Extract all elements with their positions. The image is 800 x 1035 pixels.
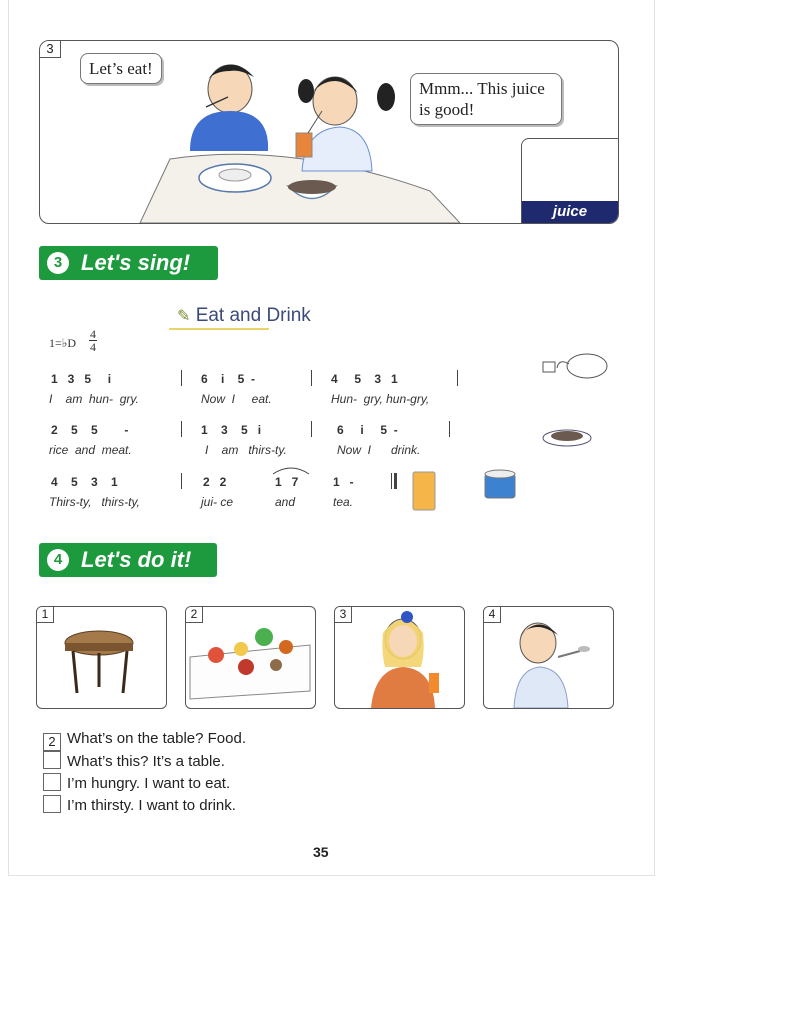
lyrics-line1-m1: I am hun- gry. (49, 392, 139, 406)
bar-line (311, 370, 312, 386)
option-text: What’s this? It’s a table. (67, 753, 225, 770)
panel-3-girl-drinking (334, 606, 465, 709)
panel-number: 4 (483, 606, 501, 623)
notes-line2-m2: 1 3 5 i (201, 423, 262, 437)
speech-bubble-boy (80, 53, 162, 84)
section-number: 3 (47, 252, 69, 274)
scene-number: 3 (39, 40, 61, 58)
end-bar-line-thick (394, 473, 397, 489)
option-row (43, 751, 225, 771)
speech-bubble-girl (410, 73, 562, 125)
bar-line (449, 421, 450, 437)
juice-word-card (521, 138, 619, 224)
title-underline (169, 328, 269, 330)
notes-line3-m1: 4 5 3 1 (51, 475, 118, 489)
notes-line3-m4: 1 - (333, 475, 354, 489)
section-number: 4 (47, 549, 69, 571)
bar-line (181, 473, 182, 489)
option-row (43, 795, 236, 815)
answer-box[interactable] (43, 773, 61, 791)
lyrics-line2-m3: Now I drink. (337, 443, 421, 457)
boy-eating-icon (484, 607, 613, 708)
answer-box[interactable]: 2 (43, 733, 61, 751)
notes-line1-m3: 4 5 3 1 (331, 372, 398, 386)
panel-4-boy-eating (483, 606, 614, 709)
section-title: Let's sing! (81, 250, 191, 275)
section-header-do-it (39, 543, 217, 577)
section-title: Let's do it! (81, 547, 192, 572)
song-title: ✎ Eat and Drink (177, 305, 311, 326)
bubble-text-line2: is good! (419, 100, 475, 119)
notes-line3-m3: 1 7 (275, 475, 299, 489)
teapot-icon (539, 344, 613, 384)
lyrics-line1-m3: Hun- gry, hun-gry, (331, 392, 430, 406)
pencil-icon: ✎ (177, 308, 191, 325)
scene-illustration (39, 40, 619, 224)
panel-number: 1 (36, 606, 54, 623)
table-icon (37, 607, 166, 708)
lyrics-line3-m2: jui- ce (201, 495, 234, 509)
notes-line2-m3: 6 i 5 - (337, 423, 398, 437)
page-number: 35 (313, 844, 329, 860)
slur-mark (271, 464, 311, 476)
food-table-icon (186, 607, 315, 708)
rice-bowl-icon (539, 422, 595, 452)
panel-number: 2 (185, 606, 203, 623)
girl-drinking-icon (335, 607, 464, 708)
panel-2-food (185, 606, 316, 709)
answer-box[interactable] (43, 751, 61, 769)
lyrics-line2-m1: rice and meat. (49, 443, 132, 457)
lyrics-line2-m2: I am thirs-ty. (205, 443, 287, 457)
bar-line (181, 421, 182, 437)
end-bar-line (391, 473, 392, 489)
notes-line1-m2: 6 i 5 - (201, 372, 256, 386)
section-header-sing (39, 246, 218, 280)
key-signature: 1=♭D (49, 336, 77, 350)
notes-line3-m2: 2 2 (203, 475, 227, 489)
bar-line (311, 421, 312, 437)
option-text: I’m hungry. I want to eat. (67, 775, 231, 792)
time-signature: 4 4 (90, 327, 96, 354)
answer-box[interactable] (43, 795, 61, 813)
option-text: I’m thirsty. I want to drink. (67, 797, 236, 814)
juice-card-label: juice (522, 201, 618, 223)
notes-line1-m1: 1 3 5 i (51, 372, 112, 386)
lyrics-line3-m3: and (275, 495, 296, 509)
panel-1-table (36, 606, 167, 709)
lyrics-line1-m2: Now I eat. (201, 392, 272, 406)
option-row (43, 773, 230, 793)
bubble-text-line1: Mmm... This juice (419, 79, 545, 98)
lyrics-line3-m1: Thirs-ty, thirs-ty, (49, 495, 140, 509)
bar-line (181, 370, 182, 386)
lyrics-line3-m4: tea. (333, 495, 354, 509)
option-row (43, 729, 246, 749)
bubble-text: Let’s eat! (89, 59, 153, 78)
notes-line2-m1: 2 5 5 - (51, 423, 129, 437)
option-text: What’s on the table? Food. (67, 730, 247, 747)
panel-number: 3 (334, 606, 352, 623)
juice-and-tea-icon (409, 466, 529, 516)
textbook-page (8, 0, 655, 876)
bar-line (457, 370, 458, 386)
